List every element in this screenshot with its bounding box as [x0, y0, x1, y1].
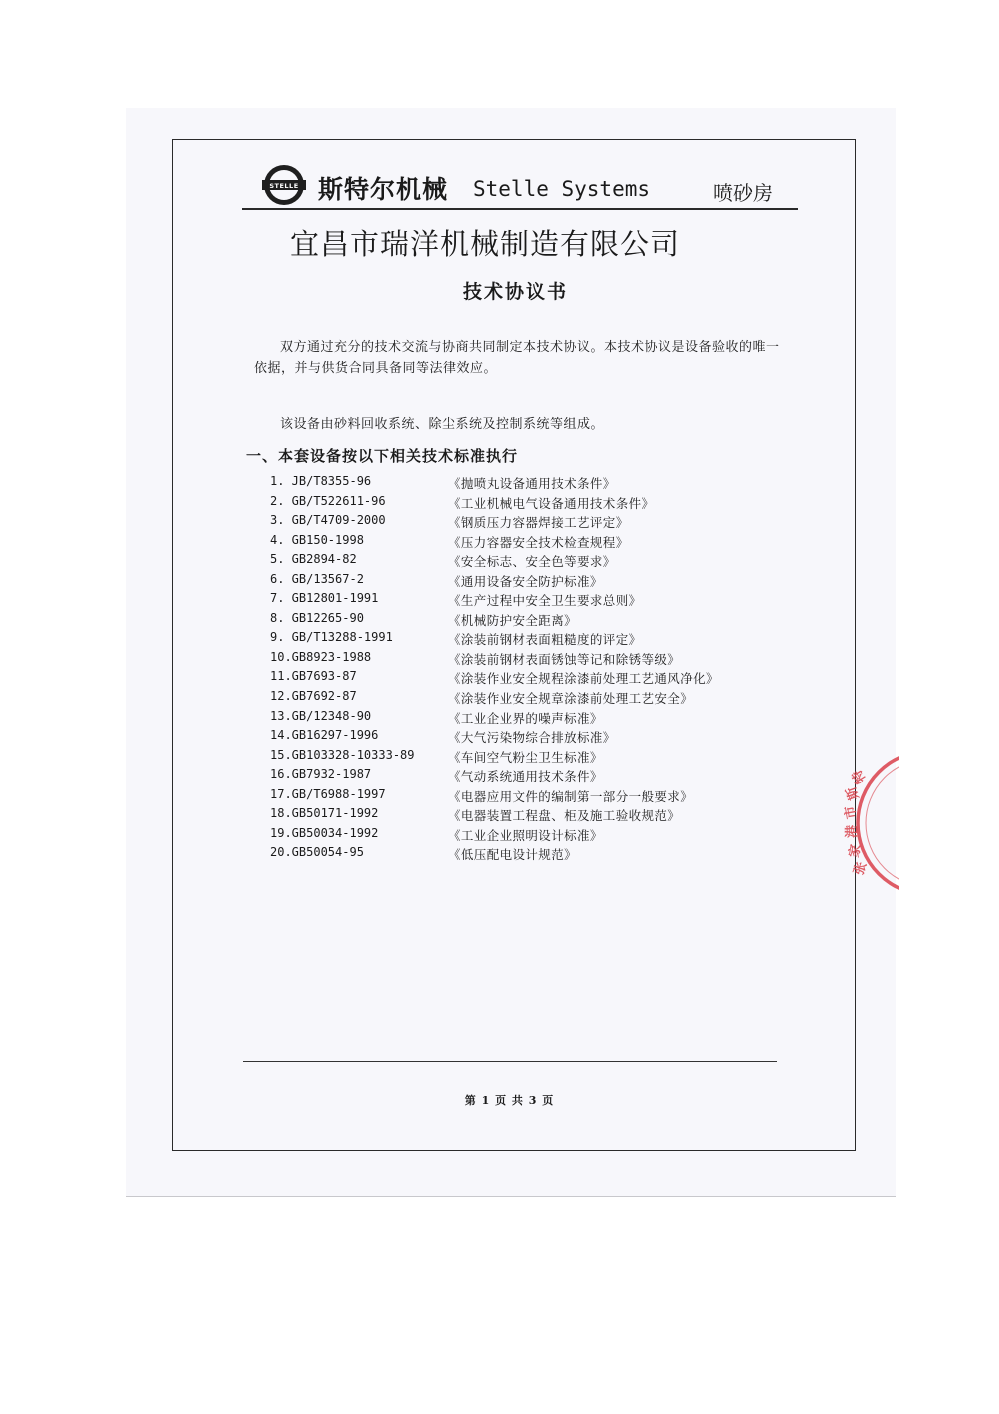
standard-code: 18.GB50171-1992 [270, 806, 379, 821]
standard-code: 20.GB50054-95 [270, 845, 364, 860]
company-name-en: Stelle Systems [473, 177, 651, 201]
standard-item [270, 669, 790, 689]
standard-item [270, 767, 790, 787]
standard-code: 11.GB7693-87 [270, 669, 357, 684]
standard-name: 《工业企业界的噪声标准》 [448, 710, 603, 726]
svg-text:斯: 斯 [844, 784, 863, 802]
standard-code: 8. GB12265-90 [270, 610, 364, 625]
standard-name: 《机械防护安全距离》 [448, 612, 578, 628]
standard-name: 《工业企业照明设计标准》 [448, 827, 603, 843]
standard-code: 12.GB7692-87 [270, 689, 357, 704]
standard-name: 《涂装作业安全规程涂漆前处理工艺通风净化》 [448, 671, 719, 687]
standard-item [270, 709, 790, 729]
standard-name: 《车间空气粉尘卫生标准》 [448, 749, 603, 765]
standard-code: 2. GB/T522611-96 [270, 493, 386, 508]
logo-text: STELLE [269, 182, 299, 190]
document-title: 技术协议书 [463, 281, 569, 303]
standard-item [270, 572, 790, 592]
standard-item [270, 748, 790, 768]
standard-code: 7. GB12801-1991 [270, 591, 379, 606]
standard-item [270, 474, 790, 494]
standard-name: 《通用设备安全防护标准》 [448, 573, 603, 589]
standard-item [270, 513, 790, 533]
svg-text:特: 特 [849, 766, 870, 786]
standard-code: 5. GB2894-82 [270, 552, 357, 567]
standard-code: 10.GB8923-1988 [270, 649, 372, 664]
standard-item [270, 611, 790, 631]
intro-paragraph: 双方通过充分的技术交流与协商共同制定本技术协议。本技术协议是设备验收的唯一依据，并与供货合同具备同等法律效应。 [254, 340, 780, 376]
section-heading: 一、本套设备按以下相关技术标准执行 [246, 447, 519, 465]
standard-item [270, 787, 790, 807]
standard-name: 《电器应用文件的编制第一部分一般要求》 [448, 788, 694, 804]
client-company-name: 宜昌市瑞洋机械制造有限公司 [290, 227, 681, 261]
standard-code: 9. GB/T13288-1991 [270, 630, 393, 645]
standard-code: 6. GB/13567-2 [270, 571, 364, 586]
standard-name: 《大气污染物综合排放标准》 [448, 730, 616, 746]
standard-name: 《压力容器安全技术检查规程》 [448, 534, 629, 550]
standards-list [270, 474, 790, 865]
standard-code: 1. JB/T8355-96 [270, 474, 372, 488]
stelle-logo-icon [262, 163, 306, 207]
standard-code: 16.GB7932-1987 [270, 767, 372, 782]
footer-divider [243, 1061, 777, 1062]
standard-name: 《钢质压力容器焊接工艺评定》 [448, 515, 629, 531]
standard-item [270, 826, 790, 846]
standard-code: 15.GB103328-10333-89 [270, 747, 415, 762]
standard-code: 4. GB150-1998 [270, 532, 364, 547]
standard-item [270, 728, 790, 748]
standard-item [270, 845, 790, 865]
header-divider [242, 208, 798, 210]
page-number: 第 1 页 共 3 页 [464, 1094, 555, 1107]
standard-name: 《电器装置工程盘、柜及施工验收规范》 [448, 808, 681, 824]
standard-item [270, 533, 790, 553]
standard-code: 13.GB/12348-90 [270, 708, 372, 723]
svg-text:张: 张 [851, 860, 871, 878]
standard-code: 19.GB50034-1992 [270, 825, 379, 840]
standard-item [270, 650, 790, 670]
svg-text:市: 市 [842, 804, 860, 820]
standard-item [270, 552, 790, 572]
standard-item [270, 630, 790, 650]
standard-name: 《生产过程中安全卫生要求总则》 [448, 593, 642, 609]
standard-code: 17.GB/T6988-1997 [270, 786, 386, 801]
product-name: 喷砂房 [713, 181, 773, 205]
standard-code: 3. GB/T4709-2000 [270, 513, 386, 528]
standard-name: 《涂装前钢材表面粗糙度的评定》 [448, 632, 642, 648]
company-seal-stamp [840, 748, 899, 898]
standard-name: 《低压配电设计规范》 [448, 847, 578, 863]
standard-name: 《抛喷丸设备通用技术条件》 [448, 476, 616, 491]
standard-item [270, 689, 790, 709]
standard-item [270, 806, 790, 826]
standard-name: 《涂装作业安全规章涂漆前处理工艺安全》 [448, 691, 694, 707]
standard-item [270, 591, 790, 611]
standard-item [270, 494, 790, 514]
standard-code: 14.GB16297-1996 [270, 728, 379, 743]
standard-name: 《涂装前钢材表面锈蚀等记和除锈等级》 [448, 651, 681, 667]
svg-text:港: 港 [845, 824, 860, 838]
standard-name: 《安全标志、安全色等要求》 [448, 554, 616, 570]
standard-name: 《气动系统通用技术条件》 [448, 769, 603, 785]
standard-name: 《工业机械电气设备通用技术条件》 [448, 495, 655, 511]
company-name-cn: 斯特尔机械 [318, 175, 449, 204]
equipment-composition: 该设备由砂料回收系统、除尘系统及控制系统等组成。 [280, 417, 605, 432]
svg-text:家: 家 [847, 843, 865, 859]
